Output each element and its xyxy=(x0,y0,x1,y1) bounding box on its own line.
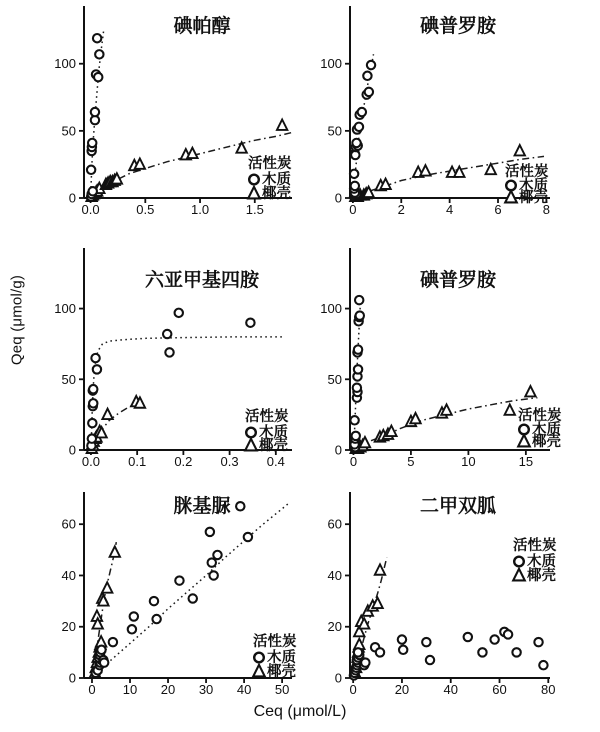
panel-title: 六亚甲基四胺 xyxy=(144,270,260,291)
circle-marker-icon xyxy=(352,432,360,440)
triangle-marker-icon xyxy=(410,413,420,423)
legend-item-label: 木质 xyxy=(259,425,288,441)
circle-marker-icon xyxy=(514,557,524,567)
triangle-marker-icon xyxy=(135,158,145,168)
x-tick-label: 20 xyxy=(160,682,176,697)
x-tick-label: 1.5 xyxy=(245,202,264,217)
circle-marker-icon xyxy=(94,73,102,81)
x-tick-label: 0 xyxy=(349,202,357,217)
circle-marker-icon xyxy=(208,558,216,566)
wood-series xyxy=(350,61,375,201)
triangle-marker-icon xyxy=(112,173,122,183)
circle-marker-icon xyxy=(109,638,117,646)
panel-6 xyxy=(300,488,600,732)
circle-marker-icon xyxy=(367,61,375,69)
triangle-marker-icon xyxy=(513,569,525,581)
circle-marker-icon xyxy=(398,635,406,643)
circle-marker-icon xyxy=(246,319,254,327)
panel-2-plot xyxy=(300,0,600,244)
legend xyxy=(248,154,292,202)
legend xyxy=(245,407,289,454)
circle-marker-icon xyxy=(89,399,97,407)
panel-title: 碘普罗胺 xyxy=(419,270,497,291)
circle-marker-icon xyxy=(358,108,366,116)
circle-marker-icon xyxy=(478,648,486,656)
triangle-marker-icon xyxy=(102,409,112,419)
panel-5 xyxy=(0,488,300,732)
circle-marker-icon xyxy=(254,653,264,663)
triangle-marker-icon xyxy=(187,148,197,158)
circle-marker-icon xyxy=(89,187,97,195)
circle-marker-icon xyxy=(189,594,197,602)
circle-marker-icon xyxy=(150,597,158,605)
coconut-series xyxy=(351,386,536,453)
legend-title: 活性炭 xyxy=(245,409,289,425)
circle-marker-icon xyxy=(353,384,361,392)
x-tick-label: 80 xyxy=(541,682,556,697)
circle-marker-icon xyxy=(490,635,498,643)
wood-series xyxy=(92,502,253,677)
triangle-marker-icon xyxy=(372,598,382,608)
y-tick-label: 50 xyxy=(61,123,76,139)
y-tick-label: 60 xyxy=(61,516,76,532)
x-tick-label: 60 xyxy=(492,682,507,697)
y-tick-label: 100 xyxy=(320,56,342,72)
y-tick-label: 0 xyxy=(334,190,342,206)
x-tick-label: 0.5 xyxy=(136,202,155,217)
legend xyxy=(518,406,562,450)
x-tick-label: 50 xyxy=(274,682,290,697)
x-tick-label: 0.0 xyxy=(81,202,100,217)
circle-marker-icon xyxy=(206,528,214,536)
circle-marker-icon xyxy=(350,170,358,178)
x-tick-label: 0 xyxy=(349,454,358,469)
circle-marker-icon xyxy=(97,646,105,654)
triangle-marker-icon xyxy=(236,142,246,152)
triangle-marker-icon xyxy=(360,437,370,447)
circle-marker-icon xyxy=(512,648,520,656)
legend-item-label: 椰壳 xyxy=(519,190,548,206)
circle-marker-icon xyxy=(539,661,547,669)
y-tick-label: 100 xyxy=(320,301,342,317)
circle-marker-icon xyxy=(128,625,136,633)
circle-marker-icon xyxy=(426,656,434,664)
triangle-marker-icon xyxy=(505,404,515,414)
triangle-marker-icon xyxy=(515,145,525,155)
circle-marker-icon xyxy=(351,182,359,190)
legend xyxy=(253,632,297,680)
circle-marker-icon xyxy=(355,296,363,304)
x-tick-label: 8 xyxy=(542,202,550,217)
y-tick-label: 40 xyxy=(327,567,342,583)
y-tick-label: 20 xyxy=(327,619,342,635)
circle-marker-icon xyxy=(175,309,183,317)
legend-item-label: 木质 xyxy=(532,422,561,438)
legend-item-label: 木质 xyxy=(527,554,556,570)
circle-marker-icon xyxy=(246,428,256,438)
circle-marker-icon xyxy=(361,658,369,666)
y-tick-label: 0 xyxy=(334,670,342,686)
x-tick-label: 15 xyxy=(518,454,534,469)
panel-6-plot xyxy=(300,488,600,732)
legend-item-label: 木质 xyxy=(519,178,548,194)
circle-marker-icon xyxy=(100,658,108,666)
circle-marker-icon xyxy=(93,34,101,42)
circle-marker-icon xyxy=(464,633,472,641)
x-axis-label: Ceq (μmol/L) xyxy=(253,703,347,720)
circle-marker-icon xyxy=(88,419,96,427)
y-tick-label: 0 xyxy=(68,442,76,458)
legend-title: 活性炭 xyxy=(518,408,562,424)
circle-marker-icon xyxy=(89,385,97,393)
panel-1-plot xyxy=(0,0,300,244)
x-tick-label: 10 xyxy=(122,682,138,697)
triangle-marker-icon xyxy=(363,187,373,197)
legend-title: 活性炭 xyxy=(505,164,549,180)
x-tick-label: 20 xyxy=(394,682,410,697)
triangle-marker-icon xyxy=(420,165,430,175)
legend-item-label: 椰壳 xyxy=(532,434,561,450)
circle-marker-icon xyxy=(244,533,252,541)
panel-title: 碘帕醇 xyxy=(173,16,231,37)
circle-marker-icon xyxy=(354,345,362,353)
triangle-marker-icon xyxy=(454,167,464,177)
circle-marker-icon xyxy=(352,139,360,147)
legend-item-label: 木质 xyxy=(262,172,291,188)
legend-title: 活性炭 xyxy=(513,538,557,554)
legend-item-label: 椰壳 xyxy=(267,664,296,680)
circle-marker-icon xyxy=(87,166,95,174)
circle-marker-icon xyxy=(152,615,160,623)
triangle-marker-icon xyxy=(110,546,120,556)
wood-series xyxy=(87,309,254,450)
x-tick-label: 6 xyxy=(494,202,502,217)
y-tick-label: 50 xyxy=(327,123,342,139)
circle-marker-icon xyxy=(91,108,99,116)
triangle-marker-icon xyxy=(277,120,287,130)
legend-title: 活性炭 xyxy=(253,634,297,650)
circle-marker-icon xyxy=(422,638,430,646)
legend xyxy=(505,162,549,206)
y-tick-label: 20 xyxy=(61,619,76,635)
triangle-marker-icon xyxy=(253,665,265,677)
circle-marker-icon xyxy=(88,434,96,442)
triangle-marker-icon xyxy=(380,179,390,189)
panel-2 xyxy=(300,0,600,244)
coconut-series xyxy=(350,145,525,201)
panel-title: 脒基脲 xyxy=(173,496,231,517)
x-tick-label: 30 xyxy=(198,682,214,697)
panel-1 xyxy=(0,0,300,244)
circle-marker-icon xyxy=(354,648,362,656)
wood-series xyxy=(87,34,104,201)
x-tick-label: 40 xyxy=(443,682,458,697)
x-tick-label: 0.4 xyxy=(266,454,285,469)
circle-marker-icon xyxy=(534,638,542,646)
circle-marker-icon xyxy=(365,88,373,96)
circle-marker-icon xyxy=(356,311,364,319)
y-tick-label: 40 xyxy=(61,567,76,583)
panel-3-plot xyxy=(0,244,300,488)
y-tick-label: 60 xyxy=(327,516,342,532)
circle-marker-icon xyxy=(88,139,96,147)
triangle-marker-icon xyxy=(441,404,451,414)
triangle-marker-icon xyxy=(375,564,385,574)
x-tick-label: 0.2 xyxy=(174,454,193,469)
triangle-marker-icon xyxy=(518,435,530,447)
wood-series xyxy=(350,296,364,453)
legend-item-label: 木质 xyxy=(267,650,296,666)
y-tick-label: 50 xyxy=(61,371,76,387)
panel-title: 碘普罗胺 xyxy=(419,16,497,37)
y-tick-label: 0 xyxy=(334,442,342,458)
y-tick-label: 100 xyxy=(54,56,76,72)
circle-marker-icon xyxy=(236,502,244,510)
legend-item-label: 椰壳 xyxy=(527,568,556,584)
circle-marker-icon xyxy=(249,175,259,185)
circle-marker-icon xyxy=(95,50,103,58)
circle-marker-icon xyxy=(165,348,173,356)
circle-marker-icon xyxy=(213,551,221,559)
y-axis-label: Qeq (μmol/g) xyxy=(8,274,26,366)
x-tick-label: 0.3 xyxy=(220,454,239,469)
y-tick-label: 0 xyxy=(68,190,76,206)
circle-marker-icon xyxy=(91,354,99,362)
circle-marker-icon xyxy=(350,416,358,424)
legend-title: 活性炭 xyxy=(248,156,292,172)
circle-marker-icon xyxy=(163,330,171,338)
legend-item-label: 椰壳 xyxy=(262,186,291,202)
panel-3 xyxy=(0,244,300,488)
panel-4 xyxy=(300,244,600,488)
x-tick-label: 2 xyxy=(397,202,405,217)
x-tick-label: 0 xyxy=(349,682,357,697)
triangle-marker-icon xyxy=(505,191,517,203)
x-tick-label: 1.0 xyxy=(191,202,210,217)
legend-item-label: 椰壳 xyxy=(259,438,288,454)
triangle-marker-icon xyxy=(245,439,257,451)
circle-marker-icon xyxy=(399,646,407,654)
x-tick-label: 40 xyxy=(236,682,252,697)
y-tick-label: 100 xyxy=(54,301,76,317)
circle-marker-icon xyxy=(355,123,363,131)
y-tick-label: 0 xyxy=(68,670,76,686)
legend xyxy=(513,536,557,584)
x-tick-label: 4 xyxy=(446,202,454,217)
triangle-marker-icon xyxy=(248,187,260,199)
panel-5-plot xyxy=(0,488,300,732)
circle-marker-icon xyxy=(130,612,138,620)
panel-4-plot xyxy=(300,244,600,488)
x-tick-label: 0.0 xyxy=(81,454,100,469)
circle-marker-icon xyxy=(175,576,183,584)
x-tick-label: 0.1 xyxy=(128,454,147,469)
triangle-marker-icon xyxy=(102,582,112,592)
y-tick-label: 50 xyxy=(327,371,342,387)
circle-marker-icon xyxy=(354,365,362,373)
circle-marker-icon xyxy=(504,630,512,638)
x-tick-label: 10 xyxy=(461,454,476,469)
panel-title: 二甲双胍 xyxy=(419,496,497,517)
wood-series xyxy=(350,628,548,680)
circle-marker-icon xyxy=(363,72,371,80)
circle-marker-icon xyxy=(376,648,384,656)
circle-marker-icon xyxy=(209,571,217,579)
triangle-marker-icon xyxy=(525,386,535,396)
x-tick-label: 5 xyxy=(407,454,415,469)
circle-marker-icon xyxy=(93,365,101,373)
x-tick-label: 0 xyxy=(88,682,96,697)
